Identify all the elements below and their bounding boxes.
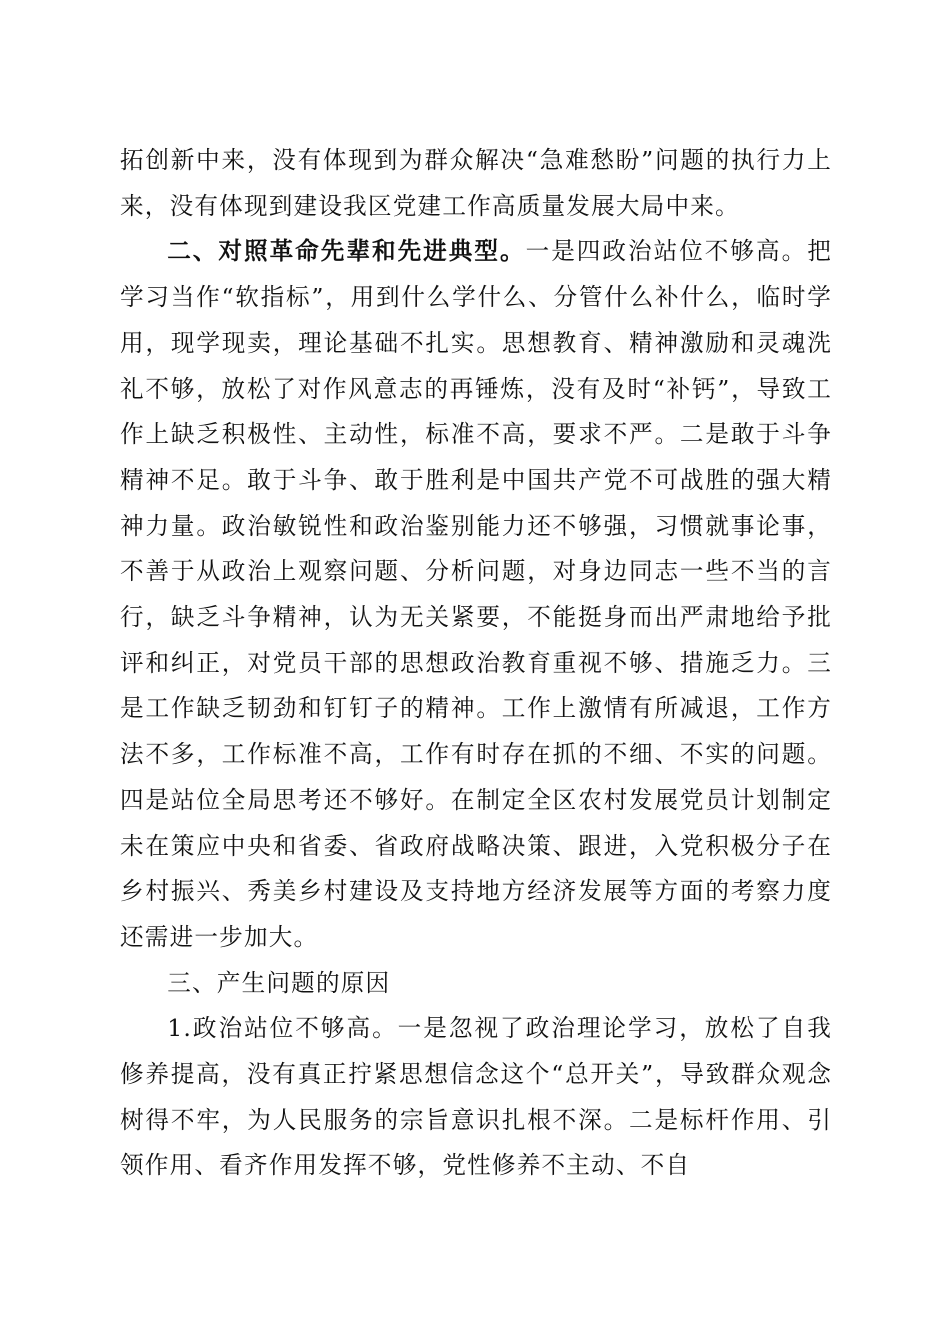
reason-one-text: 1.政治站位不够高。一是忽视了政治理论学习，放松了自我修养提高，没有真正拧紧思想信念这个“总开关”，导致群众观念树得不牢，为人民服务的宗旨意识扎根不深。二是标杆作用、引领作用、看齐作用发挥不够，党性修养不主动、不自 xyxy=(120,1014,832,1180)
paragraph-continuation xyxy=(120,138,832,229)
reason-one-paragraph xyxy=(120,1006,832,1189)
section-three-heading: 三、产生问题的原因 xyxy=(167,968,391,997)
document-body xyxy=(120,138,832,1189)
section-three-paragraph xyxy=(120,961,832,1007)
paragraph-text: 拓创新中来，没有体现到为群众解决“急难愁盼”问题的执行力上来，没有体现到建设我区党建工作高质量发展大局中来。 xyxy=(120,146,832,220)
section-two-text: 一是四政治站位不够高。把学习当作“软指标”，用到什么学什么、分管什么补什么，临时学用，现学现卖，理论基础不扎实。思想教育、精神激励和灵魂洗礼不够，放松了对作风意志的再锤炼，没有及时“补钙”，导致工作上缺乏积极性、主动性，标准不高，要求不严。二是敢于斗争精神不足。敢于斗争、敢于胜利是中国共产党不可战胜的强大精神力量。政治敏锐性和政治鉴别能力还不够强，习惯就事论事，不善于从政治上观察问题、分析问题，对身边同志一些不当的言行，缺乏斗争精神，认为无关紧要，不能挺身而出严肃地给予批评和纠正，对党员干部的思想政治教育重视不够、措施乏力。三是工作缺乏韧劲和钉钉子的精神。工作上激情有所减退，工作方法不多，工作标准不高，工作有时存在抓的不细、不实的问题。四是站位全局思考还不够好。在制定全区农村发展党员计划制定未在策应中央和省委、省政府战略决策、跟进，入党积极分子在乡村振兴、秀美乡村建设及支持地方经济发展等方面的考察力度还需进一步加大。 xyxy=(120,237,832,951)
section-two-paragraph xyxy=(120,229,832,960)
section-two-heading: 二、对照革命先辈和先进典型。 xyxy=(167,237,526,266)
